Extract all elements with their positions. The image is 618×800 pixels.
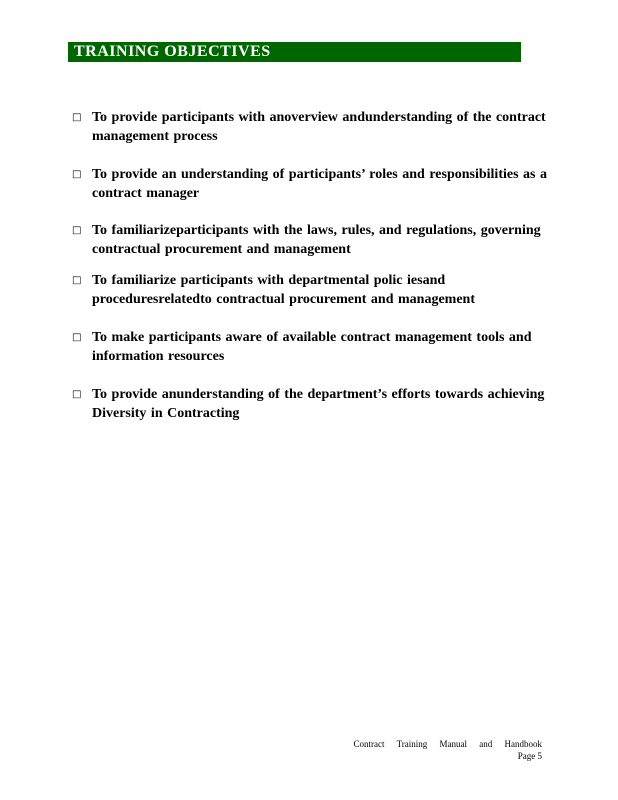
square-bullet-icon: □ (72, 225, 82, 236)
objective-item (72, 386, 552, 423)
square-bullet-icon: □ (72, 112, 82, 123)
objective-text: To familiarize participants with departmental polic iesand proceduresrelatedto contractual procurement and management (92, 273, 475, 307)
objective-item (72, 109, 552, 146)
objective-text: To familiarizeparticipants with the laws, rules, and regulations, governing contractual procurement and management (92, 223, 541, 257)
section-heading-bar (68, 42, 521, 62)
square-bullet-icon: □ (72, 169, 82, 180)
square-bullet-icon: □ (72, 275, 82, 286)
square-bullet-icon: □ (72, 389, 82, 400)
square-bullet-icon: □ (72, 332, 82, 343)
page-number: Page 5 (517, 751, 542, 761)
objective-text: To provide participants with anoverview andunderstanding of the contract management process (92, 110, 546, 144)
objective-text: To provide an understanding of participants’ roles and responsibilities as a contract manager (92, 167, 547, 201)
objective-item (72, 272, 552, 309)
objective-item (72, 222, 552, 259)
objective-text: To provide anunderstanding of the department’s efforts towards achieving Diversity in Contracting (92, 387, 545, 421)
page-footer (300, 738, 542, 762)
footer-title: Contract Training Manual and Handbook (353, 739, 542, 749)
section-heading: TRAINING OBJECTIVES (74, 43, 271, 60)
objective-text: To make participants aware of available contract management tools and information resources (92, 330, 532, 364)
objective-item (72, 329, 552, 366)
objective-item (72, 166, 552, 203)
